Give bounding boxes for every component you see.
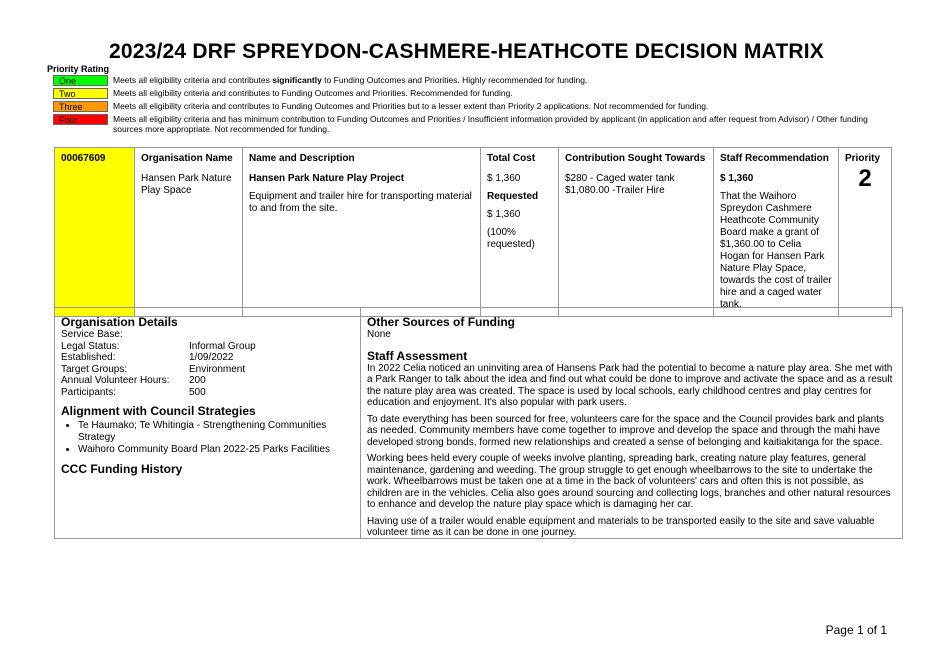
priority-legend-row (53, 75, 883, 86)
application-table (54, 147, 892, 317)
org-field-label: Established: (61, 352, 116, 363)
page-title: 2023/24 DRF SPREYDON-CASHMERE-HEATHCOTE DECISION MATRIX (109, 40, 824, 63)
org-fields (61, 341, 354, 399)
priority-swatch: Three (53, 101, 108, 112)
assessment-paragraph: In 2022 Celia noticed an uninviting area of Hansens Park had the potential to become a nature play area. She met with a Park Ranger to talk about the idea and find out what could be done to improve and activate the space and as a result the nature play area was created. The space is used by local schools, early childhood centres and play centres for education and enjoyment. It's also popular with park users. (367, 362, 893, 408)
application-id-cell (55, 148, 135, 317)
priority-legend-row (53, 101, 883, 112)
strategy-list (61, 420, 354, 456)
total-cost: $ 1,360 (487, 173, 521, 184)
priority-rating-heading: Priority Rating (47, 64, 110, 74)
organisation-cell (135, 148, 243, 317)
priority-cell (839, 148, 892, 317)
org-field-value: 500 (189, 386, 206, 398)
funding-history-heading: CCC Funding History (61, 461, 183, 476)
org-field-label: Target Groups: (61, 363, 128, 375)
project-description: Equipment and trailer hire for transporting material to and from the site. (249, 191, 472, 214)
requested-percent: (100% requested) (487, 227, 535, 250)
priority-legend-row (53, 88, 883, 99)
name-description-header: Name and Description (249, 153, 355, 164)
application-id: 00067609 (61, 153, 106, 164)
org-field-row (61, 364, 354, 376)
assessment-paragraph: Having use of a trailer would enable equipment and materials to be transported easily to the site and save valuable volunteer time as it can be done in one journey. (367, 515, 875, 538)
priority-legend (53, 75, 883, 136)
org-field-row (61, 375, 354, 387)
priority-header: Priority (845, 153, 881, 164)
org-name: Hansen Park Nature Play Space (141, 173, 232, 196)
details-panel (54, 307, 903, 539)
requested-label: Requested (487, 191, 539, 202)
org-field-label: Annual Volunteer Hours: (61, 375, 170, 386)
org-field-label: Legal Status: (61, 340, 120, 352)
total-cost-cell (481, 148, 559, 317)
contribution-item: $1,080.00 -Trailer Hire (565, 185, 665, 196)
organisation-details-pane (55, 308, 361, 538)
org-field-row (61, 341, 354, 353)
page-number: Page 1 of 1 (825, 623, 887, 637)
staff-assessment-heading: Staff Assessment (367, 348, 468, 363)
priority-value: 2 (858, 165, 872, 192)
other-funding-value: None (367, 329, 391, 340)
org-field-value: Informal Group (189, 340, 256, 352)
org-details-heading: Organisation Details (61, 315, 178, 329)
staff-assessment-body (367, 363, 896, 539)
assessment-paragraph: To date everything has been sourced for free, volunteers care for the space and the Council provides bark and plants as needed. Community members have come together to improve and develop the space and through the mahi have developed strong bonds, formed new relationships and created a sense of belonging and kaitiakitanga for the space. (367, 413, 884, 448)
service-base-label: Service Base: (61, 329, 123, 340)
priority-swatch: Two (53, 88, 108, 99)
org-field-row (61, 352, 354, 364)
strategy-item: • Te Haumako; Te Whitingia - Strengthening Communities Strategy (78, 420, 354, 443)
total-cost-header: Total Cost (487, 153, 536, 164)
contribution-cell (559, 148, 714, 317)
org-field-value: 1/09/2022 (189, 352, 234, 363)
staff-recommendation-cell (714, 148, 839, 317)
alignment-heading: Alignment with Council Strategies (61, 404, 256, 418)
contribution-item: $280 - Caged water tank (565, 173, 675, 184)
org-field-label: Participants: (61, 386, 117, 398)
org-field-row (61, 387, 354, 399)
contribution-header: Contribution Sought Towards (565, 153, 706, 164)
assessment-paragraph: Working bees held every couple of weeks involve planting, spreading bark, creating nature play features, general maintenance, gardening and weeding. The group struggle to get enough wheelbarrows to the site to undertake the work. Wheelbarrows must be taken one at a time in the back of volunteers' cars and often this is not possible, as children are in the vehicles. Celia also goes around sourcing and collecting logs, branches and other natural resources to enhance and develop the nature play space which is damaging her car. (367, 453, 891, 510)
name-description-cell (243, 148, 481, 317)
priority-description: Meets all eligibility criteria and contributes to Funding Outcomes and Priorities but to a lesser extent than Priority 2 applications. Not recommended for funding. (113, 101, 709, 111)
priority-swatch: Four (53, 114, 108, 125)
strategy-item: • Waihoro Community Board Plan 2022-25 Parks Facilities (78, 444, 354, 456)
requested-amount: $ 1,360 (487, 209, 521, 220)
org-field-value: Environment (189, 363, 246, 375)
priority-swatch: One (53, 75, 108, 86)
project-name: Hansen Park Nature Play Project (249, 173, 405, 184)
priority-description: Meets all eligibility criteria and contributes significantly to Funding Outcomes and Priorities. Highly recommended for funding. (113, 75, 588, 85)
other-funding-heading: Other Sources of Funding (367, 315, 516, 329)
staff-recommendation-amount: $ 1,360 (720, 173, 754, 184)
org-name-header: Organisation Name (141, 153, 233, 164)
priority-description: Meets all eligibility criteria and has minimum contribution to Funding Outcomes and Priorities / Insufficient information provided by applicant (in application and after request from Advisor) / Other funding sources more appropriate. Not recommended for funding. (113, 114, 868, 134)
org-field-value: 200 (189, 375, 206, 386)
assessment-pane (361, 308, 902, 538)
priority-legend-row (53, 114, 883, 134)
staff-recommendation-header: Staff Recommendation (720, 153, 829, 164)
staff-recommendation-text: That the Waihoro Spreydon Cashmere Heathcote Community Board make a grant of $1,360.00 to Celia Hogan for Hansen Park Nature Play Space, towards the cost of trailer hire and a caged water tank. (720, 191, 832, 310)
priority-description: Meets all eligibility criteria and contributes to Funding Outcomes and Priorities. Recommended for funding. (113, 88, 513, 98)
